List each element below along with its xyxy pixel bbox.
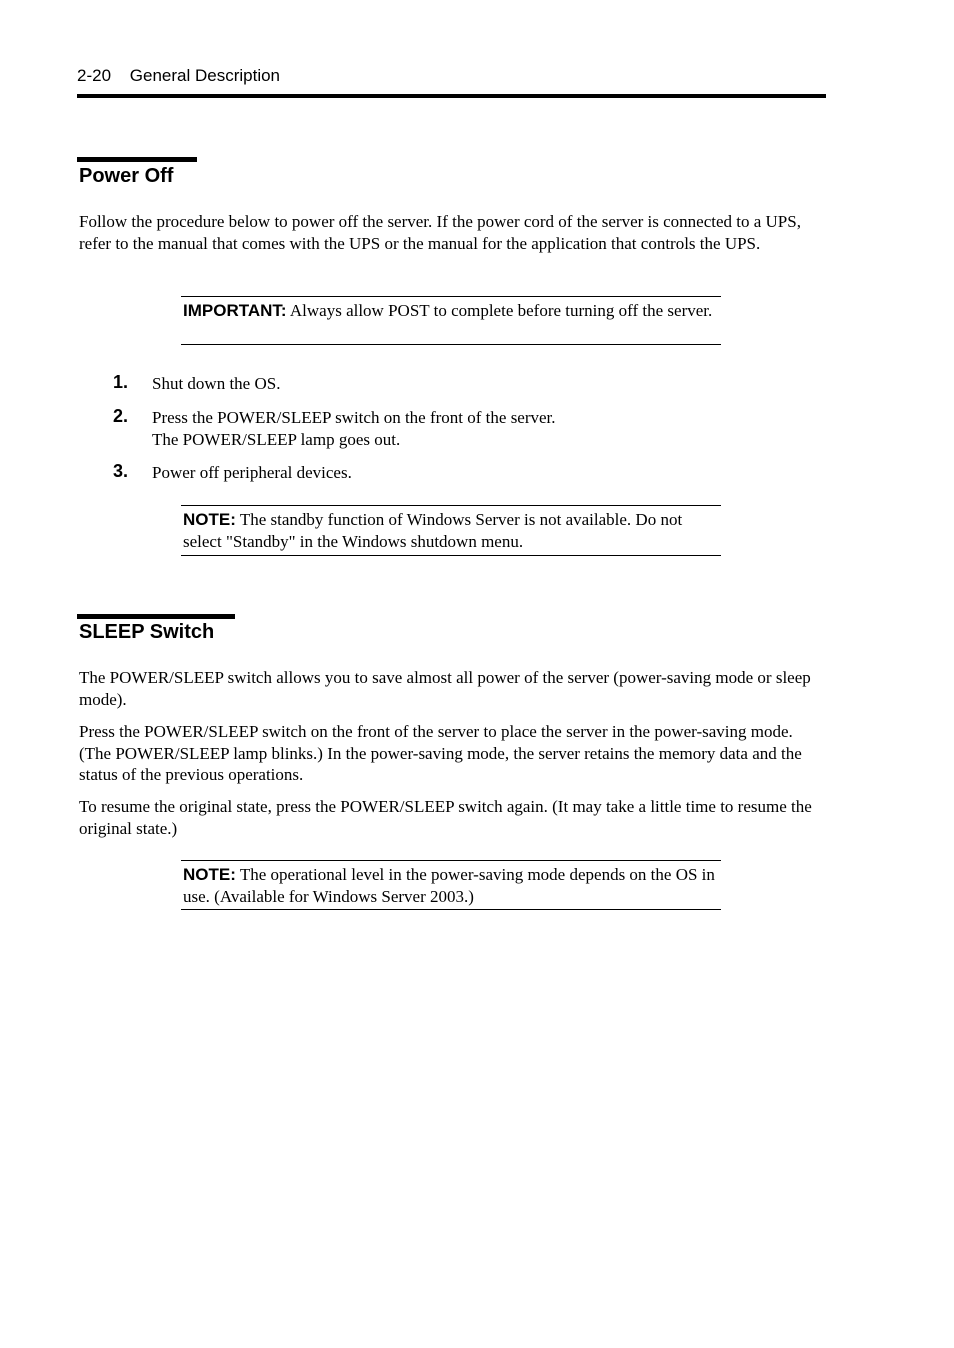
page-header	[77, 66, 280, 86]
step-line: Press the POWER/SLEEP switch on the front of the server.	[152, 408, 556, 427]
important-callout	[181, 296, 721, 345]
note-label: NOTE:	[183, 865, 236, 884]
step-text	[152, 462, 812, 484]
note-text: The standby function of Windows Server is not available. Do not select "Standby" in the Windows shutdown menu.	[183, 510, 683, 551]
section-bar-power-off	[77, 157, 197, 162]
step-line: Shut down the OS.	[152, 374, 281, 393]
section-title-power-off: Power Off	[79, 165, 174, 187]
step-line: The POWER/SLEEP lamp goes out.	[152, 429, 401, 449]
standby-note-callout	[181, 505, 721, 556]
step-number: 2.	[113, 406, 129, 426]
power-off-intro: Follow the procedure below to power off the server. If the power cord of the server is connected to a UPS, refer to the manual that comes with the UPS or the manual for the application that controls the UPS.	[79, 212, 801, 253]
step-number: 1.	[113, 372, 129, 392]
sleep-paragraph-2: Press the POWER/SLEEP switch on the front of the server to place the server in the power-saving mode. (The POWER/SLEEP lamp blinks.) In the power-saving mode, the server retains the memory data and the status of the previous operations.	[79, 722, 802, 784]
page-number: 2-20	[77, 66, 112, 85]
important-text: Always allow POST to complete before turning off the server.	[289, 301, 713, 320]
header-rule	[77, 94, 826, 98]
important-label: IMPORTANT:	[183, 301, 287, 320]
section-title-sleep-switch: SLEEP Switch	[79, 621, 215, 643]
sleep-paragraph-3: To resume the original state, press the POWER/SLEEP switch again. (It may take a little time to resume the original state.)	[79, 797, 812, 838]
note-label: NOTE:	[183, 510, 236, 529]
sleep-paragraph-1: The POWER/SLEEP switch allows you to save almost all power of the server (power-saving mode or sleep mode).	[79, 668, 811, 709]
power-saving-note-callout	[181, 860, 721, 910]
chapter-title: General Description	[129, 66, 281, 85]
step-line: Power off peripheral devices.	[152, 463, 352, 482]
step-text	[152, 373, 812, 395]
step-text	[152, 407, 812, 450]
section-bar-sleep-switch	[77, 614, 235, 619]
note-text: The operational level in the power-saving mode depends on the OS in use. (Available for Windows Server 2003.)	[183, 865, 715, 906]
step-number: 3.	[113, 461, 129, 481]
